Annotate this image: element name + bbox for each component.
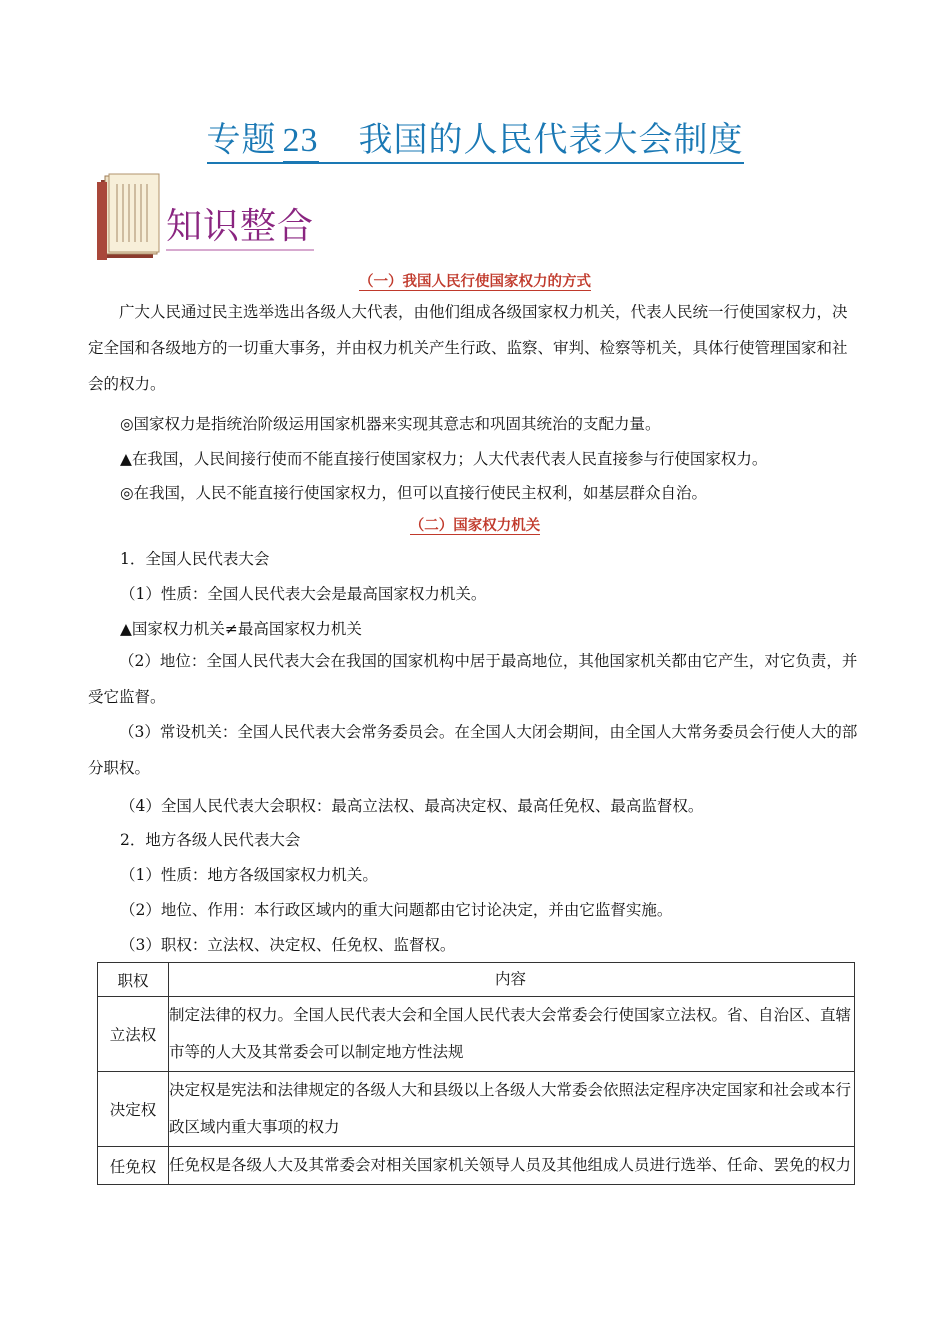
title-number: 23 (283, 122, 319, 163)
note-3: ◎在我国，人民不能直接行使国家权力，但可以直接行使民主权利，如基层群众自治。 (120, 484, 708, 502)
table-cell-content: 任免权是各级人大及其常委会对相关国家机关领导人员及其他组成人员进行选举、任命、罢免的权力 (169, 1147, 855, 1185)
table-row (98, 997, 855, 1072)
title-prefix: 专题 (207, 120, 277, 164)
table-header-content: 内容 (169, 963, 855, 997)
table-cell-content: 制定法律的权力。全国人民代表大会和全国人民代表大会常委会行使国家立法权。省、自治区、直辖市等的人大及其常委会可以制定地方性法规 (169, 997, 855, 1072)
powers-table (97, 962, 855, 1185)
item-2-powers: （3）职权：立法权、决定权、任免权、监督权。 (120, 936, 456, 954)
item-1-standing-body: （3）常设机关：全国人民代表大会常务委员会。在全国人大闭会期间，由全国人大常务委员会行使人大的部分职权。 (88, 723, 858, 777)
table-cell-power: 决定权 (98, 1072, 169, 1147)
item-1-status: （2）地位：全国人民代表大会在我国的国家机构中居于最高地位，其他国家机关都由它产生，对它负责，并受它监督。 (88, 652, 858, 706)
item-1-powers: （4）全国人民代表大会职权：最高立法权、最高决定权、最高任免权、最高监督权。 (120, 797, 704, 815)
item-1-nature: （1）性质：全国人民代表大会是最高国家权力机关。 (120, 585, 487, 603)
table-cell-power: 任免权 (98, 1147, 169, 1185)
section-heading-2: （二）国家权力机关 (409, 517, 541, 534)
section-heading-1: （一）我国人民行使国家权力的方式 (359, 273, 591, 290)
note-2: ▲在我国，人民间接行使而不能直接行使国家权力；人大代表代表人民直接参与行使国家权力。 (120, 450, 768, 468)
item-2-nature: （1）性质：地方各级国家权力机关。 (120, 866, 378, 884)
section1-paragraph: 广大人民通过民主选举选出各级人大代表，由他们组成各级国家权力机关，代表人民统一行使国家权力，决定全国和各级地方的一切重大事务，并由权力机关产生行政、监察、审判、检察等机关，具体行使管理国家和社会的权力。 (88, 303, 848, 393)
item-2-role: （2）地位、作用：本行政区域内的重大问题都由它讨论决定，并由它监督实施。 (120, 901, 673, 919)
title-text: 我国的人民代表大会制度 (359, 120, 744, 164)
table-header-row (98, 963, 855, 997)
item-1-heading: 1．全国人民代表大会 (120, 550, 270, 568)
item-2-heading: 2．地方各级人民代表大会 (120, 831, 301, 849)
note-1: ◎国家权力是指统治阶级运用国家机器来实现其意志和巩固其统治的支配力量。 (120, 415, 661, 433)
table-header-power: 职权 (98, 963, 169, 997)
table-row (98, 1147, 855, 1185)
section-banner-label: 知识整合 (166, 198, 314, 251)
table-row (98, 1072, 855, 1147)
page-title (0, 112, 950, 161)
item-1-note: ▲国家权力机关≠最高国家权力机关 (120, 620, 362, 638)
table-cell-content: 决定权是宪法和法律规定的各级人大和县级以上各级人大常委会依照法定程序决定国家和社会或本行政区域内重大事项的权力 (169, 1072, 855, 1147)
table-cell-power: 立法权 (98, 997, 169, 1072)
